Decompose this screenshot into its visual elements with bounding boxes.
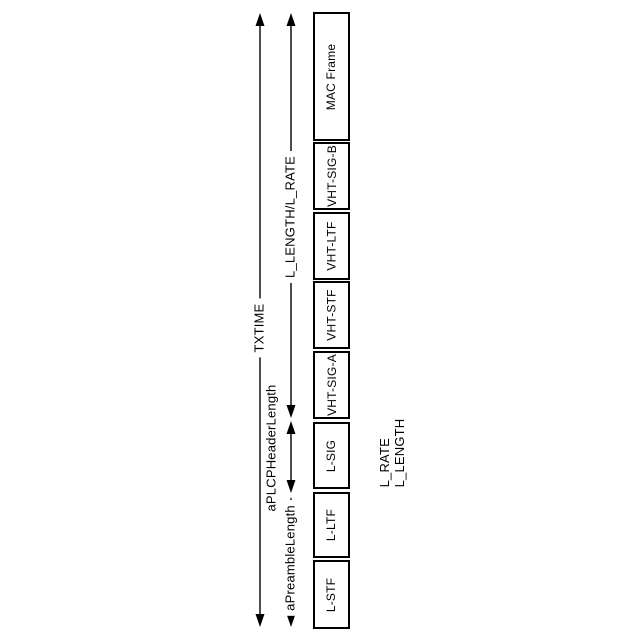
field-label-l-ltf: L-LTF	[324, 508, 339, 542]
field-box-l-sig	[313, 422, 350, 489]
field-box-vht-sig-a	[313, 351, 350, 419]
field-label-l-stf: L-STF	[324, 577, 339, 612]
aplcp-header-length-label: aPLCPHeaderLength	[263, 384, 279, 512]
txtime-label: TXTIME	[252, 299, 267, 358]
lsig-annotation	[377, 419, 407, 488]
field-label-mac-frame: MAC Frame	[324, 43, 339, 110]
field-label-l-sig: L-SIG	[324, 439, 339, 472]
field-label-vht-stf: VHT-STF	[324, 289, 339, 341]
lsig-annotation-line2: L_LENGTH	[392, 418, 407, 488]
field-box-l-ltf	[313, 492, 350, 558]
field-label-vht-sig-a: VHT-SIG-A	[324, 354, 339, 416]
field-box-l-stf	[313, 560, 350, 629]
field-box-vht-sig-b	[313, 142, 350, 210]
aplcp-header-length-arrow	[287, 421, 296, 493]
l-length-l-rate-label: L_LENGTH/L_RATE	[283, 151, 298, 283]
apreamble-length-label: aPreambleLength	[283, 500, 298, 616]
field-label-vht-ltf: VHT-LTF	[324, 221, 339, 271]
field-box-vht-stf	[313, 281, 350, 349]
field-label-vht-sig-b: VHT-SIG-B	[324, 145, 339, 207]
field-box-mac-frame	[313, 12, 350, 141]
field-box-vht-ltf	[313, 212, 350, 280]
lsig-annotation-line1: L_RATE	[377, 438, 392, 488]
